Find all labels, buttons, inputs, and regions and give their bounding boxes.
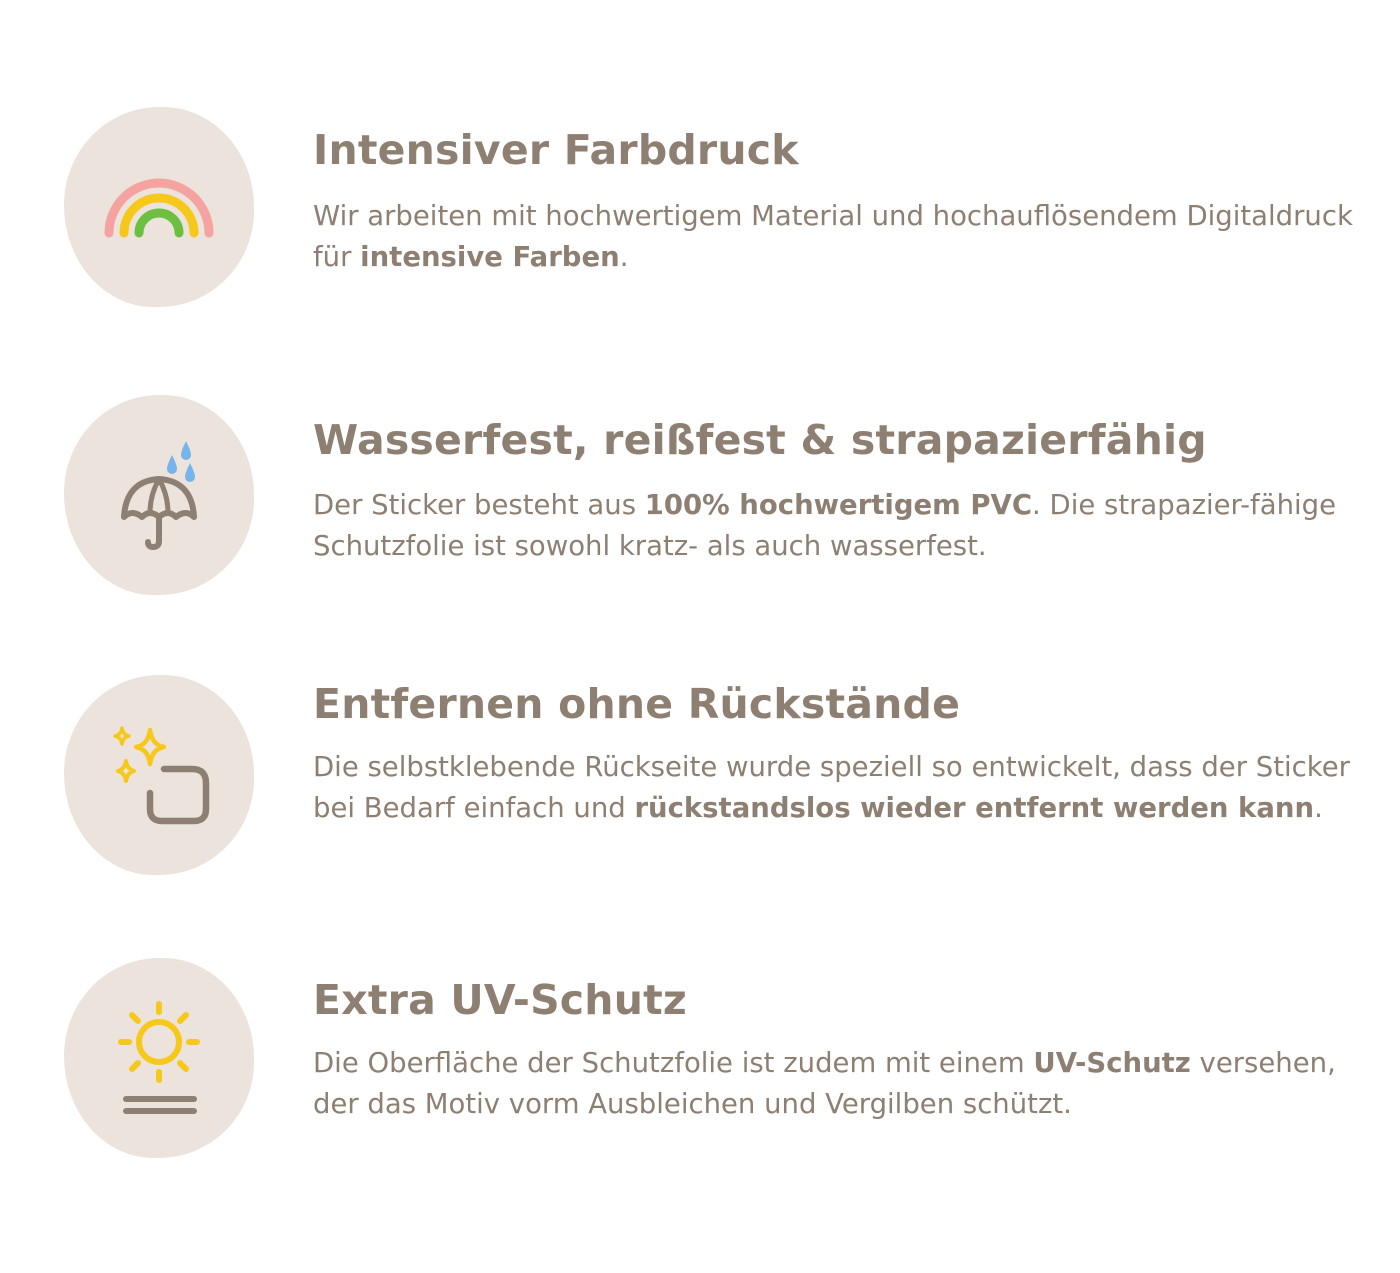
feature-highlight: rückstandslos wieder entfernt werden kann [634, 792, 1315, 824]
feature-title: Intensiver Farbdruck [313, 126, 799, 174]
feature-title: Wasserfest, reißfest & strapazierfähig [313, 416, 1207, 464]
sparkle-square-icon [64, 675, 254, 875]
icon-badge [64, 107, 254, 307]
rainbow-icon [64, 107, 254, 307]
feature-highlight: intensive Farben [360, 241, 620, 273]
feature-description: Die Oberfläche der Schutzfolie ist zudem mit einem UV-Schutz versehen, der das Motiv vorm Ausbleichen und Vergilben schützt. [313, 1047, 1336, 1120]
icon-badge [64, 395, 254, 595]
feature-title: Extra UV-Schutz [313, 976, 687, 1024]
sun-horizon-icon [64, 958, 254, 1158]
feature-description: Der Sticker besteht aus 100% hochwertigem PVC. Die strapazier-fähige Schutzfolie ist sowohl kratz- als auch wasserfest. [313, 489, 1337, 562]
icon-badge [64, 675, 254, 875]
feature-highlight: 100% hochwertigem PVC [644, 489, 1033, 521]
feature-description: Die selbstklebende Rückseite wurde speziell so entwickelt, dass der Sticker bei Bedarf einfach und rückstandslos wieder entfernt werden kann. [313, 751, 1350, 824]
feature-title: Entfernen ohne Rückstände [313, 680, 961, 728]
umbrella-rain-icon [64, 395, 254, 595]
icon-badge [64, 958, 254, 1158]
feature-description: Wir arbeiten mit hochwertigem Material und hochauflösendem Digitaldruck für intensive Farben. [313, 200, 1353, 273]
feature-highlight: UV-Schutz [1033, 1047, 1191, 1079]
